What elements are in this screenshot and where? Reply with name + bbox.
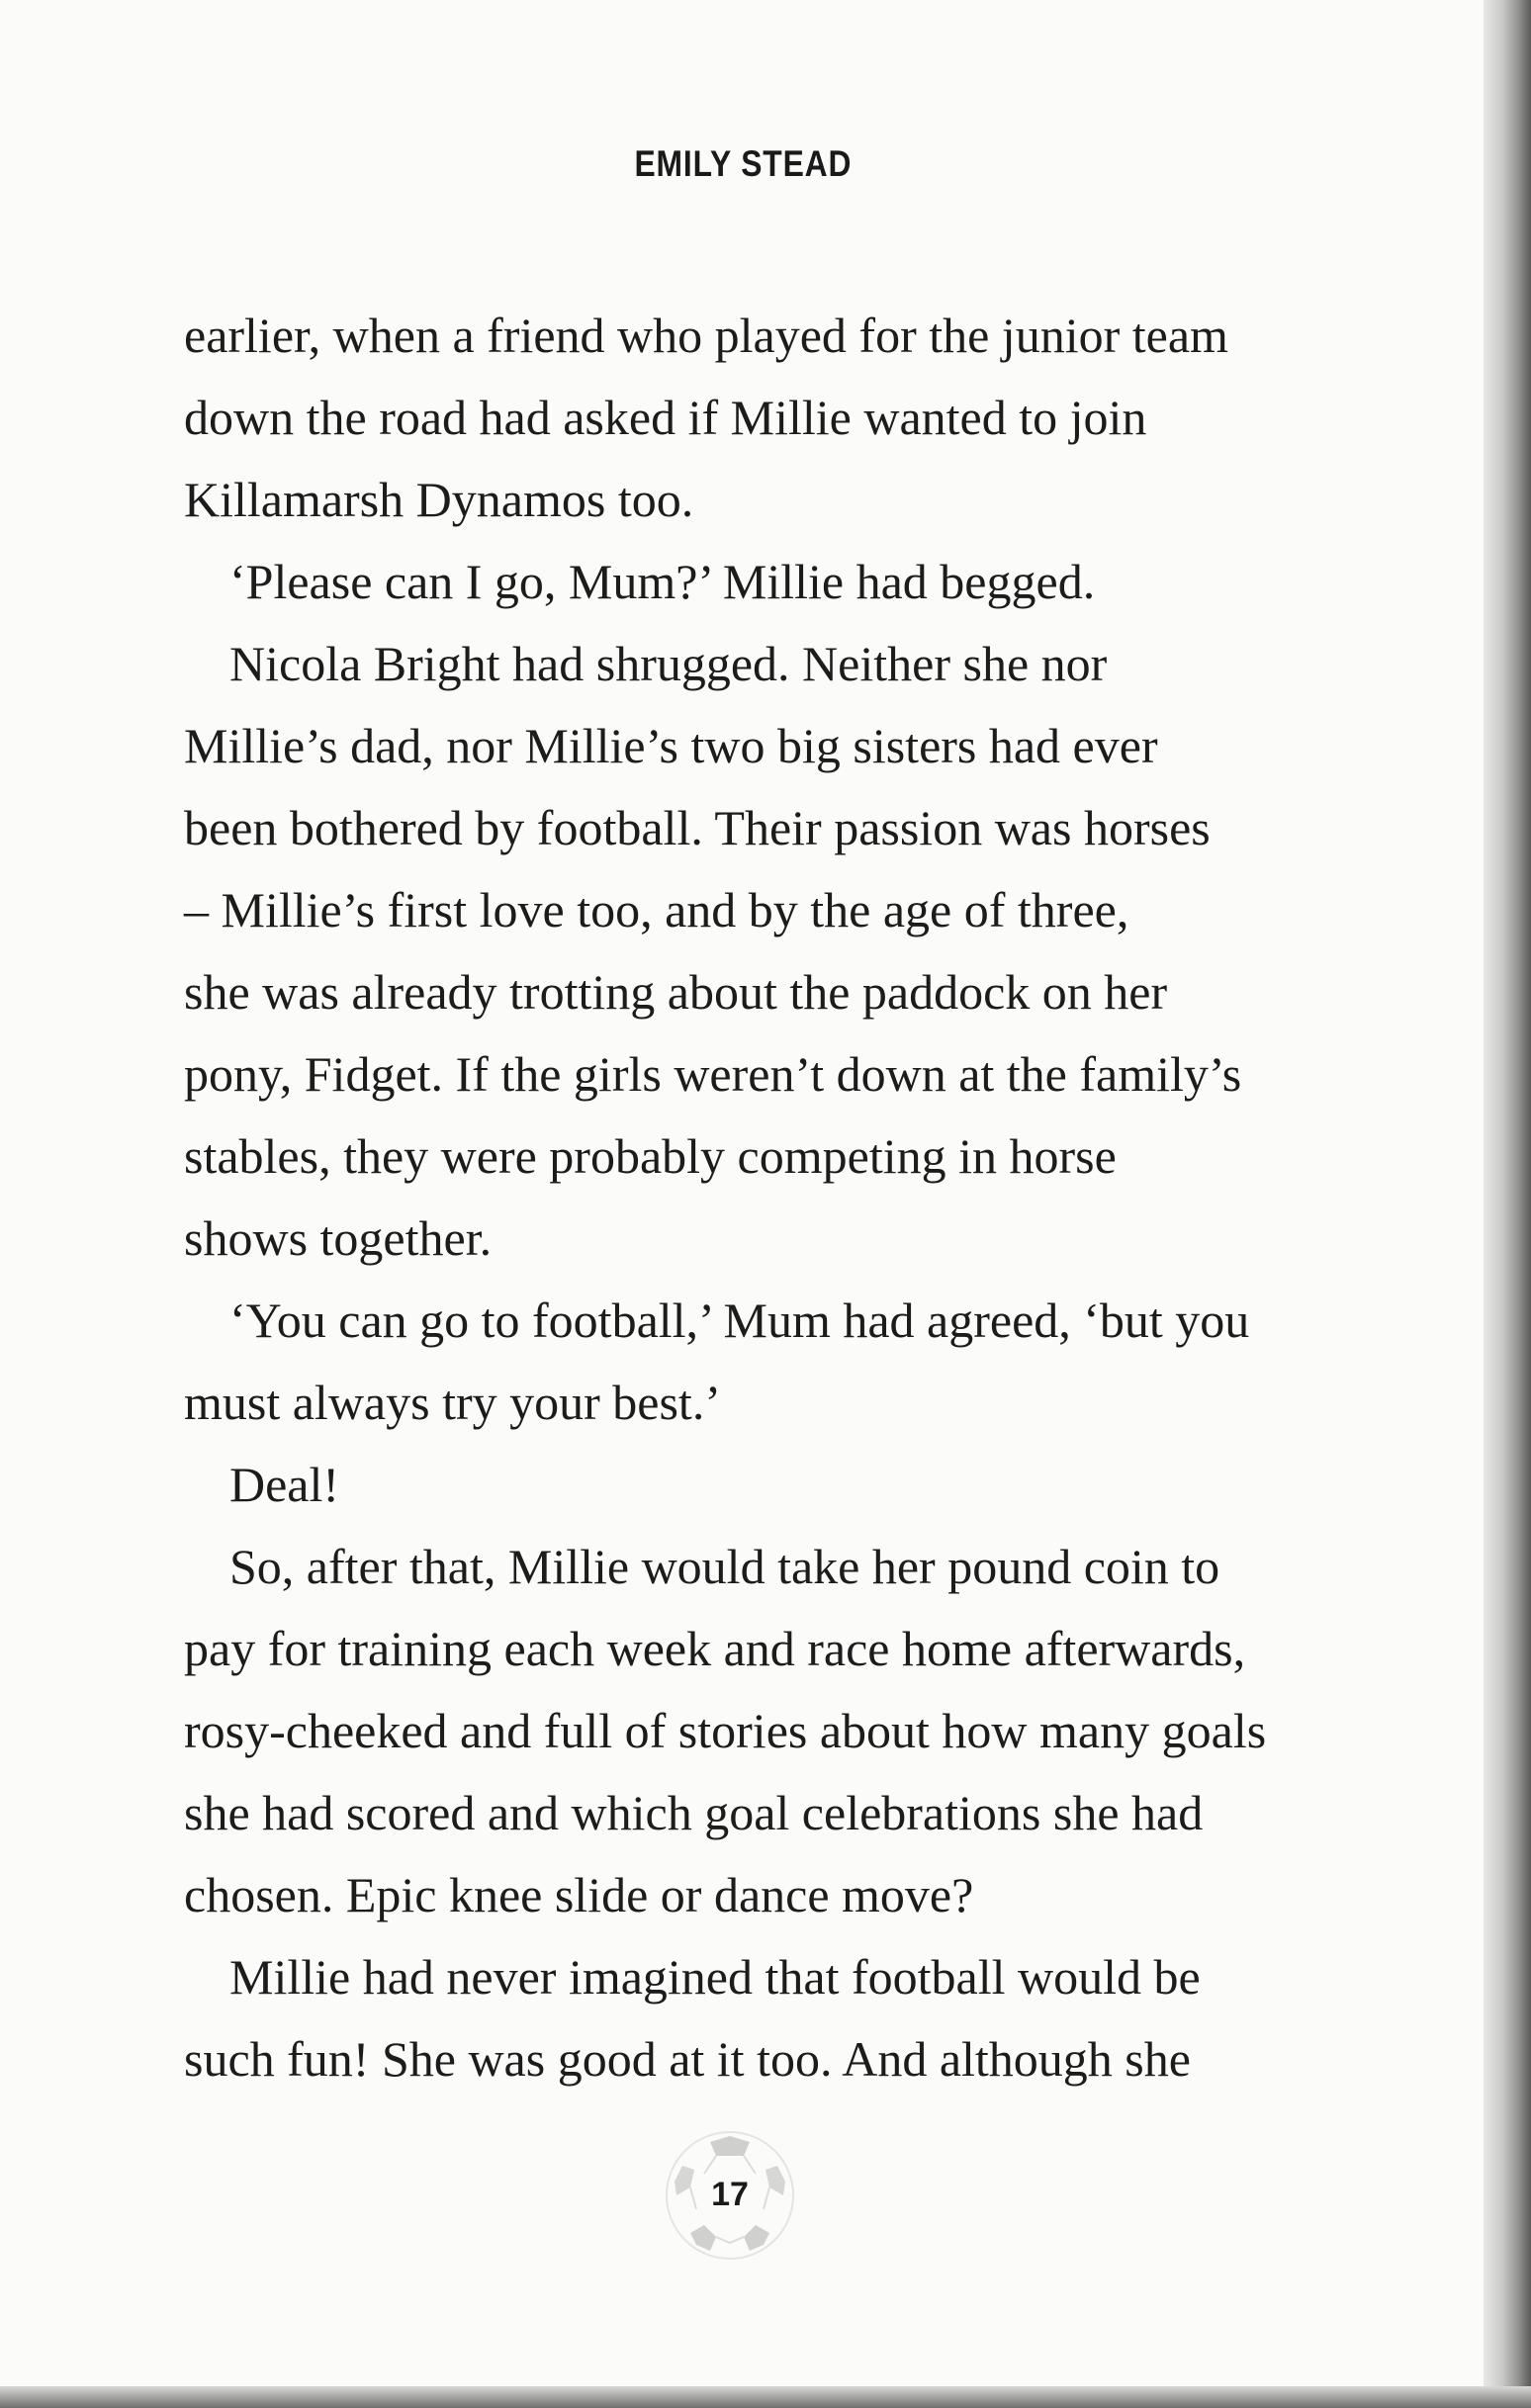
text-line: Millie had never imagined that football would be [229, 1949, 1201, 2005]
page-bottom-edge [0, 2386, 1531, 2408]
text-line: – Millie’s first love too, and by the age of three, [184, 882, 1129, 937]
text-line: rosy-cheeked and full of stories about how many goals [184, 1703, 1267, 1758]
text-line: she was already trotting about the paddock on her [184, 964, 1168, 1020]
text-line: So, after that, Millie would take her pound coin to [229, 1539, 1220, 1594]
text-line: chosen. Epic knee slide or dance move? [184, 1867, 974, 1922]
running-head: EMILY STEAD [634, 143, 853, 184]
text-line: Millie’s dad, nor Millie’s two big sisters had ever [184, 718, 1158, 773]
text-line: must always try your best.’ [184, 1375, 721, 1430]
text-line: Deal! [229, 1457, 340, 1512]
text-line: she had scored and which goal celebrations she had [184, 1785, 1204, 1840]
page-edge [1484, 0, 1531, 2408]
text-line: earlier, when a friend who played for the junior team [184, 308, 1228, 363]
body-text [184, 295, 1311, 2100]
text-line: Nicola Bright had shrugged. Neither she nor [229, 636, 1108, 691]
text-line: pony, Fidget. If the girls weren’t down at the family’s [184, 1046, 1242, 1102]
page-number: 17 [711, 2176, 749, 2213]
text-line: stables, they were probably competing in horse [184, 1128, 1117, 1184]
text-line: ‘Please can I go, Mum?’ Millie had begged. [229, 554, 1096, 609]
page-folio [661, 2126, 799, 2265]
text-line: pay for training each week and race home afterwards, [184, 1621, 1246, 1676]
text-line: such fun! She was good at it too. And although she [184, 2031, 1191, 2087]
text-line: been bothered by football. Their passion was horses [184, 800, 1211, 855]
text-line: shows together. [184, 1210, 493, 1266]
text-line: down the road had asked if Millie wanted to join [184, 390, 1147, 445]
text-line: Killamarsh Dynamos too. [184, 472, 694, 527]
text-line: ‘You can go to football,’ Mum had agreed, ‘but you [229, 1293, 1250, 1348]
